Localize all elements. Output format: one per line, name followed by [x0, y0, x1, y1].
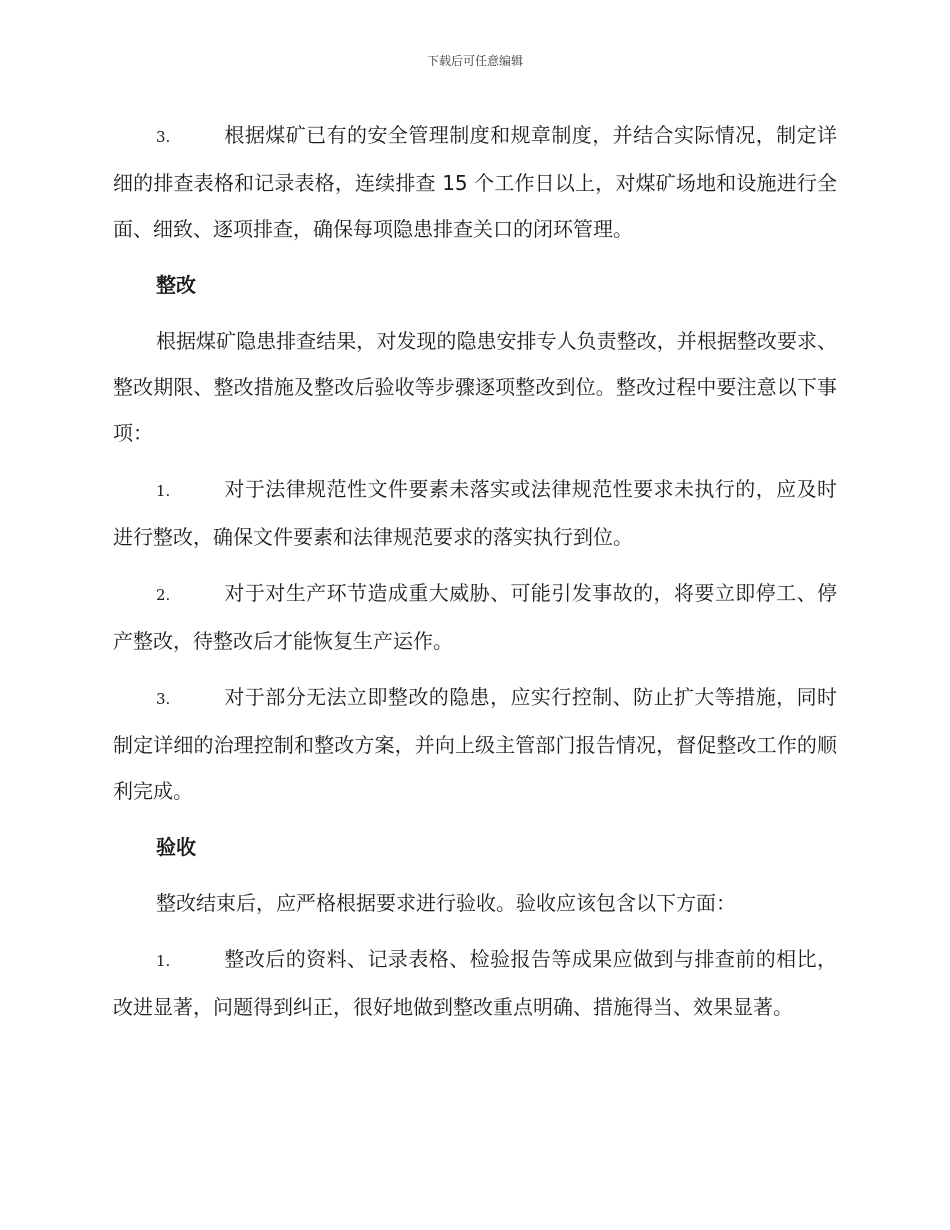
list-number: 1. — [156, 952, 171, 970]
list-text: 对于对生产环节造成重大威胁、可能引发事故的，将要立即停工、停产整改，待整改后才能恢复生产运作。 — [113, 581, 837, 653]
paragraph: 根据煤矿隐患排查结果，对发现的隐患安排专人负责整改，并根据整改要求、整改期限、整改措施及整改后验收等步骤逐项整改到位。整改过程中要注意以下事项： — [113, 329, 837, 445]
list-number: 1. — [156, 482, 171, 500]
list-text: 对于法律规范性文件要素未落实或法律规范性要求未执行的，应及时进行整改，确保文件要素和法律规范要求的落实执行到位。 — [113, 477, 837, 549]
list-item — [113, 936, 837, 1030]
list-item — [113, 112, 837, 252]
section-heading-rectification: 整改 — [156, 273, 196, 297]
list-item — [113, 674, 837, 814]
list-text: 根据煤矿已有的安全管理制度和规章制度，并结合实际情况，制定详细的排查表格和记录表格，连续排查 15 个工作日以上，对煤矿场地和设施进行全面、细致、逐项排查，确保每项隐患排查关口的闭环管理。 — [113, 123, 837, 241]
list-item — [113, 466, 837, 560]
list-text: 整改后的资料、记录表格、检验报告等成果应做到与排查前的相比，改进显著，问题得到纠正，很好地做到整改重点明确、措施得当、效果显著。 — [113, 947, 837, 1019]
page-header-note: 下载后可任意编辑 — [426, 54, 523, 68]
section-heading-acceptance: 验收 — [156, 835, 196, 859]
list-number: 3. — [156, 690, 171, 708]
document-body — [113, 112, 837, 1040]
list-number: 2. — [156, 586, 171, 604]
list-text: 对于部分无法立即整改的隐患，应实行控制、防止扩大等措施，同时制定详细的治理控制和整改方案，并向上级主管部门报告情况，督促整改工作的顺利完成。 — [113, 685, 837, 803]
list-item — [113, 570, 837, 664]
list-number: 3. — [156, 128, 171, 146]
paragraph: 整改结束后，应严格根据要求进行验收。验收应该包含以下方面： — [156, 891, 736, 915]
